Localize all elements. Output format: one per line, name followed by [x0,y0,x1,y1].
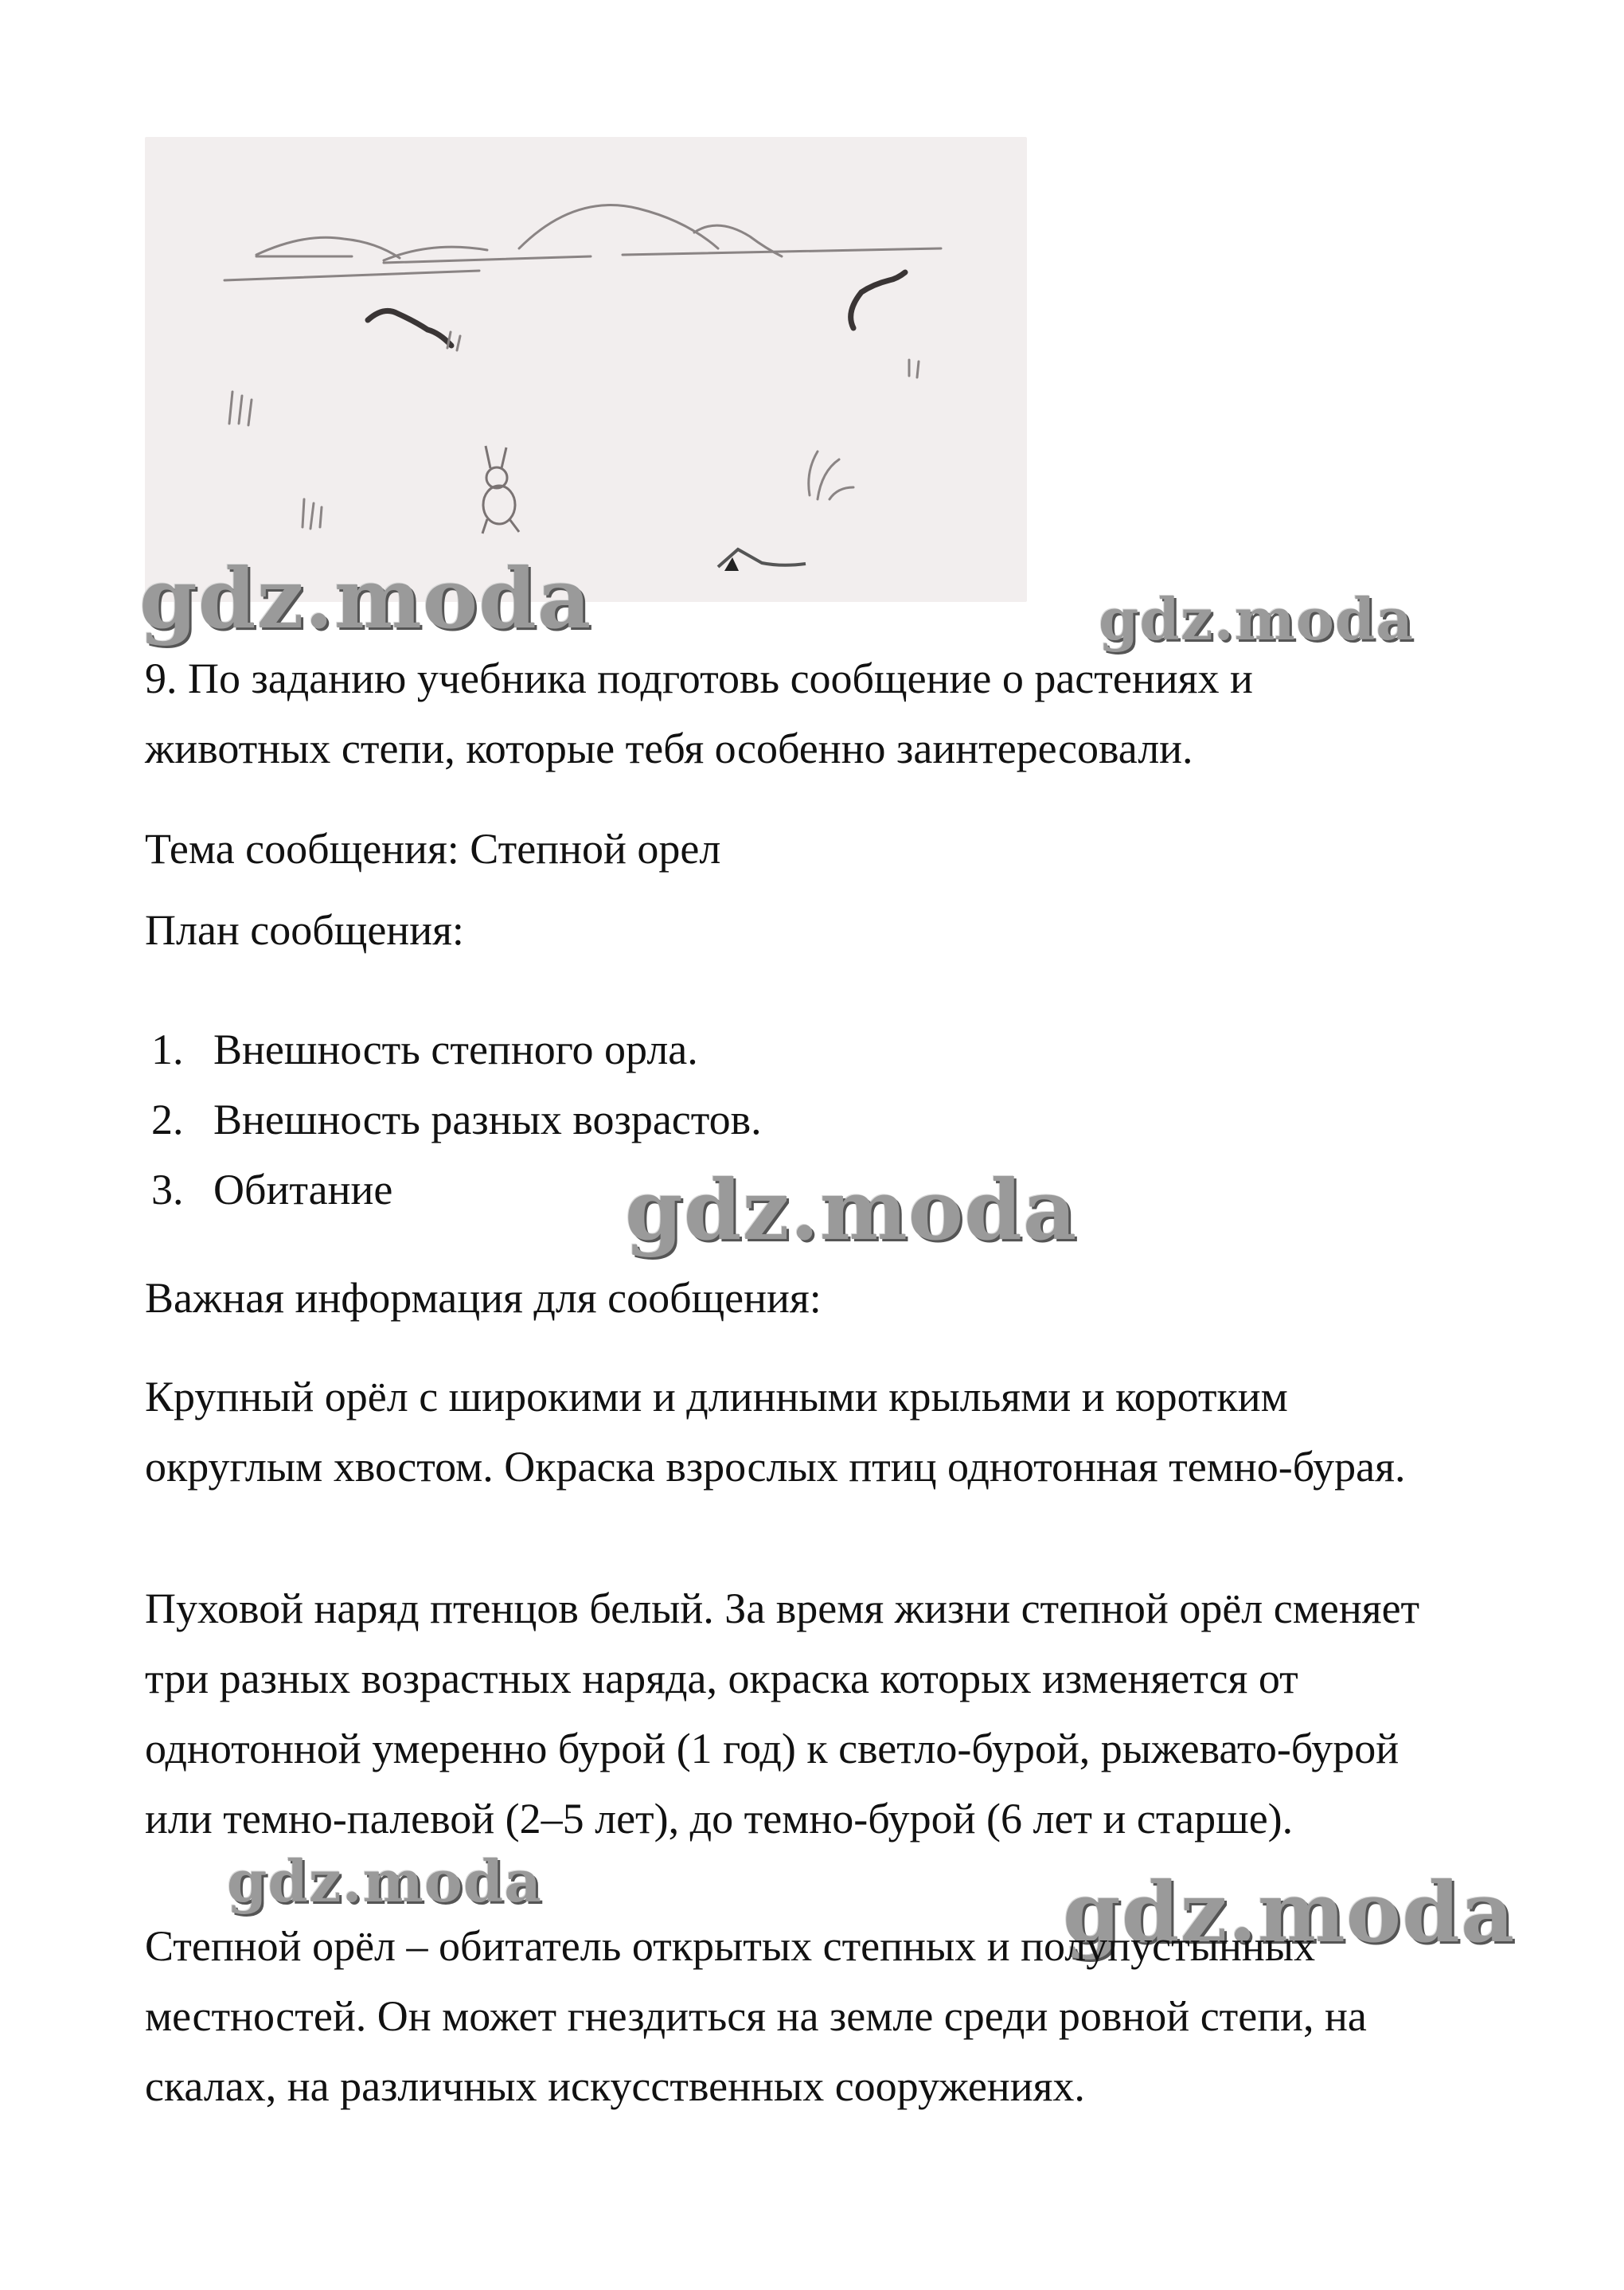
paragraph-line: скалах, на различных искусственных сооружениях. [145,2062,1085,2110]
list-number: 2. [151,1096,184,1143]
important-title: Важная информация для сообщения: [145,1274,822,1322]
paragraph-line: Пуховой наряд птенцов белый. За время жизни степной орёл сменяет [145,1585,1420,1632]
paragraph-line: Степной орёл – обитатель открытых степных и полупустынных [145,1922,1316,1970]
paragraph-line: Крупный орёл с широкими и длинными крыльями и коротким [145,1373,1288,1421]
list-number: 3. [151,1166,184,1213]
plan-list [151,1014,762,1225]
paragraph [145,1573,1419,1854]
paragraph-line: или темно-палевой (2–5 лет), до темно-бурой (6 лет и старше). [145,1795,1294,1843]
paragraph-line: округлым хвостом. Окраска взрослых птиц однотонная темно-бурая. [145,1443,1406,1491]
watermark: gdz.moda [139,549,592,647]
list-number: 1. [151,1026,184,1073]
list-item [151,1155,762,1225]
watermark: gdz.moda [1063,1863,1516,1961]
paragraph-line: однотонной умеренно бурой (1 год) к светло-бурой, рыжевато-бурой [145,1725,1400,1772]
watermark: gdz.moda [625,1161,1078,1259]
theme-line: Тема сообщения: Степной орел [145,825,721,873]
list-item [151,1014,762,1084]
list-text: Внешность разных возрастов. [213,1096,762,1143]
steppe-drawing [145,137,1027,602]
list-text: Обитание [213,1166,393,1213]
list-text: Внешность степного орла. [213,1026,698,1073]
paragraph [145,1911,1367,2121]
steppe-drawing-photo [145,137,1027,602]
task-text [145,643,1253,784]
task-line: 9. По заданию учебника подготовь сообщение о растениях и [145,655,1253,702]
watermark: gdz.moda [227,1847,542,1915]
watermark: gdz.moda [1099,585,1414,653]
list-item [151,1084,762,1155]
paragraph-line: три разных возрастных наряда, окраска которых изменяется от [145,1655,1298,1702]
paragraph [145,1362,1405,1502]
plan-title: План сообщения: [145,906,464,954]
task-line: животных степи, которые тебя особенно заинтересовали. [145,725,1193,772]
paragraph-line: местностей. Он может гнездиться на земле среди ровной степи, на [145,1992,1367,2040]
